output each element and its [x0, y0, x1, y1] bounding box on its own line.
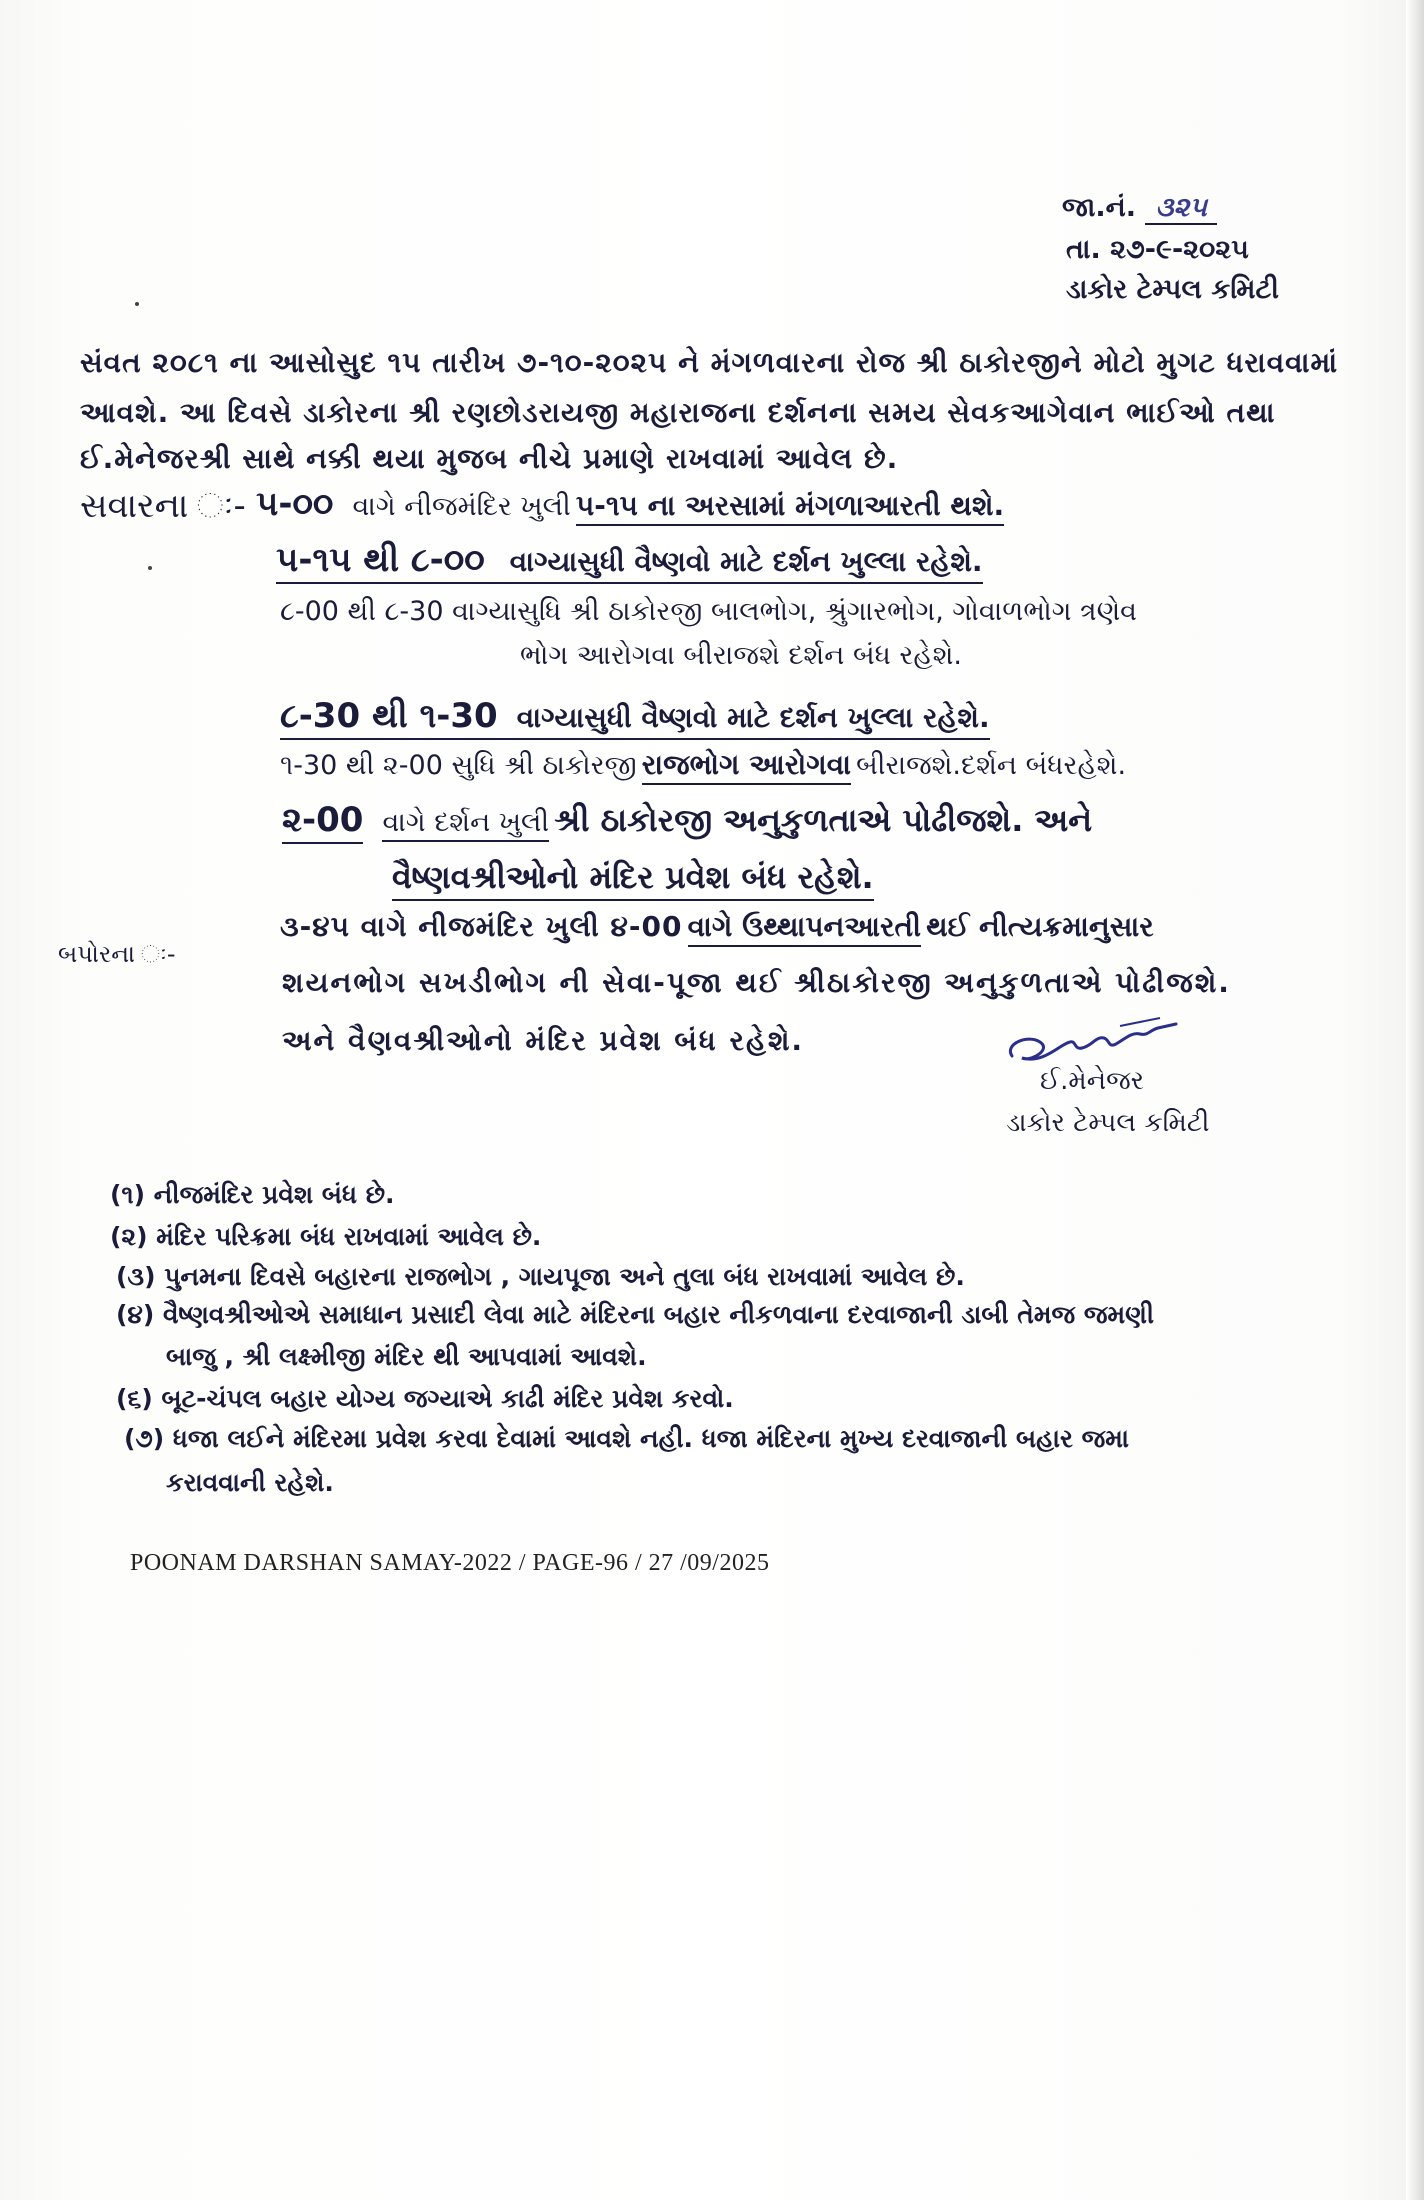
morning-line-6 — [282, 800, 1092, 840]
morning-line-4 — [280, 696, 990, 740]
schedule-text: ૩-૪૫ વાગે નીજમંદિર ખુલી ૪-00 — [280, 910, 683, 943]
intro-line-1: સંવત ૨૦૮૧ ના આસોસુદ ૧૫ તારીખ ૭-૧૦-૨૦૨૫ ને મંગળવારના રોજ શ્રી ઠાકોરજીને મોટો મુગટ ધરાવવામાં — [80, 346, 1339, 379]
page-edge-shadow — [1406, 0, 1424, 2200]
note-4: (૪) વૈષ્ણવશ્રીઓએ સમાધાન પ્રસાદી લેવા માટે મંદિરના બહાર નીકળવાના દરવાજાની ડાબી તેમજ જમણી — [116, 1300, 1155, 1329]
schedule-text: થઈ નીત્યક્રમાનુસાર — [926, 910, 1154, 943]
schedule-text: વાગે ઉથ્થાપનઆરતી — [688, 910, 921, 947]
speck — [148, 566, 152, 570]
time-text: ૮-30 થી ૧-30 — [280, 696, 498, 736]
schedule-text: શ્રી ઠાકોરજી અનુકુળતાએ પોઢીજશે. અને — [554, 801, 1093, 839]
morning-line-5 — [280, 748, 1126, 782]
signature-organization: ડાકોર ટેમ્પલ કમિટી — [1006, 1108, 1210, 1138]
reference-number — [1062, 192, 1217, 224]
reference-number-value: ૩૨૫ — [1145, 192, 1217, 225]
signature-scribble — [1000, 1004, 1190, 1074]
note-6: (૬) બૂટ-ચંપલ બહાર યોગ્ય જગ્યાએ કાઢી મંદિર પ્રવેશ કરવો. — [116, 1384, 734, 1413]
header-date: તા. ૨૭-૯-૨૦૨૫ — [1066, 234, 1249, 265]
afternoon-line-2: શયનભોગ સખડીભોગ ની સેવા-પૂજા થઈ શ્રીઠાકોરજી અનુકુળતાએ પોઢીજશે. — [282, 966, 1231, 999]
morning-label: સવારના ઃ- — [80, 486, 246, 526]
schedule-text: વાગ્યાસુધી વૈષ્ણવો માટે દર્શન ખુલ્લા રહેશે. — [516, 701, 990, 734]
note-7: (૭) ધજા લઈને મંદિરમા પ્રવેશ કરવા દેવામાં આવશે નહી. ધજા મંદિરના મુખ્ય દરવાજાની બહાર જમા — [124, 1424, 1130, 1453]
note-7-continued: કરાવવાની રહેશે. — [166, 1468, 334, 1497]
schedule-text: ૫-૧૫ ના અરસામાં મંગળાઆરતી થશે. — [576, 489, 1004, 526]
morning-line-2 — [276, 540, 983, 584]
schedule-text: વાગે નીજમંદિર ખુલી — [352, 491, 571, 522]
schedule-text: વાગ્યાસુધી વૈષ્ણવો માટે દર્શન ખુલ્લા રહેશે. — [509, 545, 983, 578]
header-organization: ડાકોર ટેમ્પલ કમિટી — [1066, 274, 1279, 305]
afternoon-line-3: અને વૈણવશ્રીઓનો મંદિર પ્રવેશ બંધ રહેશે. — [282, 1024, 805, 1057]
note-3: (૩) પુનમના દિવસે બહારના રાજભોગ , ગાયપૂજા અને તુલા બંધ રાખવામાં આવેલ છે. — [116, 1262, 965, 1291]
note-2: (૨) મંદિર પરિક્રમા બંધ રાખવામાં આવેલ છે. — [110, 1222, 542, 1251]
afternoon-label: બપોરના ઃ- — [58, 940, 176, 968]
reference-label: જા.નં. — [1062, 192, 1137, 223]
morning-line-7: વૈષ્ણવશ્રીઓનો મંદિર પ્રવેશ બંધ રહેશે. — [392, 858, 874, 901]
morning-line-3b: ભોગ આરોગવા બીરાજશે દર્શન બંધ રહેશે. — [520, 640, 962, 671]
signature-title: ઈ.મેનેજર — [1040, 1066, 1145, 1096]
afternoon-line-1 — [280, 910, 1154, 944]
speck — [135, 302, 139, 306]
note-4-continued: બાજુ , શ્રી લક્ષ્મીજી મંદિર થી આપવામાં આવશે. — [166, 1342, 647, 1371]
time-text: ૫-૦૦ — [256, 484, 334, 524]
time-text: ૨-00 — [282, 800, 363, 844]
morning-line-1 — [256, 484, 1004, 524]
document-footer: POONAM DARSHAN SAMAY-2022 / PAGE-96 / 27 /09/2025 — [130, 1550, 770, 1576]
intro-line-2: આવશે. આ દિવસે ડાકોરના શ્રી રણછોડરાયજી મહારાજના દર્શનના સમય સેવકઆગેવાન ભાઈઓ તથા — [80, 396, 1276, 429]
schedule-text: રાજભોગ આરોગવા — [642, 748, 851, 785]
schedule-text: ૧-30 થી ૨-00 સુધિ શ્રી ઠાકોરજી — [280, 750, 637, 781]
morning-line-3a: ૮-00 થી ૮-30 વાગ્યાસુધિ શ્રી ઠાકોરજી બાલભોગ, શ્રુંગારભોગ, ગોવાળભોગ ત્રણેવ — [280, 596, 1137, 627]
time-text: ૫-૧૫ થી ૮-૦૦ — [276, 540, 485, 580]
note-1: (૧) નીજમંદિર પ્રવેશ બંધ છે. — [110, 1180, 395, 1209]
schedule-text: બીરાજશે.દર્શન બંધરહેશે. — [856, 750, 1127, 781]
schedule-text: વાગે દર્શન ખુલી — [382, 807, 549, 842]
intro-line-3: ઈ.મેનેજરશ્રી સાથે નક્કી થયા મુજબ નીચે પ્રમાણે રાખવામાં આવેલ છે. — [80, 442, 899, 475]
